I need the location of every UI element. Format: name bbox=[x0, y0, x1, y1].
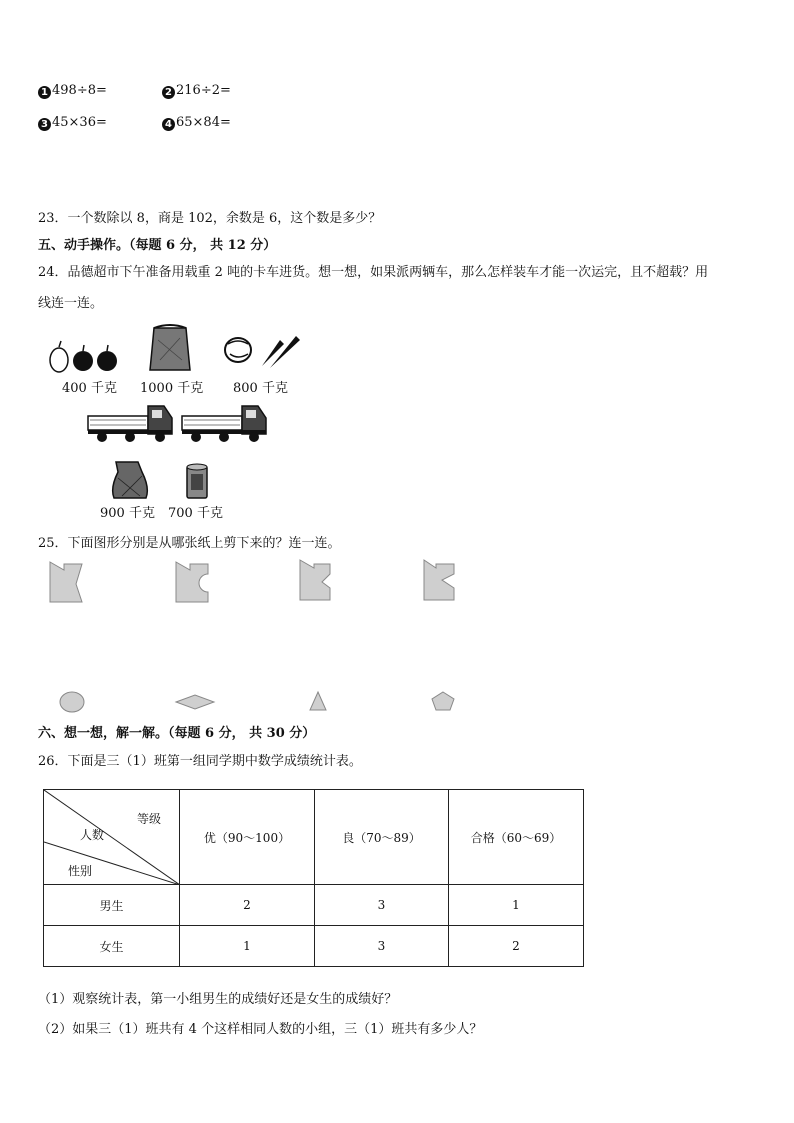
cut-paper-1-icon bbox=[48, 560, 84, 604]
circled-number: 2 bbox=[162, 86, 175, 99]
calc-1 bbox=[38, 83, 107, 99]
calc-expression: 45×36= bbox=[52, 115, 107, 130]
calc-expression: 216÷2= bbox=[176, 83, 231, 98]
calc-expression: 498÷8= bbox=[52, 83, 107, 98]
sack-icon bbox=[148, 320, 192, 372]
bag-icon bbox=[108, 458, 152, 500]
bag-weight: 900 千克 bbox=[100, 506, 155, 521]
table-header: 优（90～100） bbox=[180, 790, 315, 885]
calc-3 bbox=[38, 115, 107, 131]
fruit-icon bbox=[46, 338, 122, 374]
calc-2 bbox=[162, 83, 231, 99]
question-25: 25．下面图形分别是从哪张纸上剪下来的？连一连。 bbox=[38, 536, 341, 551]
circle-shape-icon bbox=[58, 690, 86, 714]
triangle-shape-icon bbox=[308, 690, 328, 712]
circled-number: 3 bbox=[38, 118, 51, 131]
pentagon-shape-icon bbox=[430, 690, 456, 712]
cut-paper-4-icon bbox=[422, 558, 458, 604]
rhombus-shape-icon bbox=[174, 693, 216, 711]
row-label: 女生 bbox=[44, 926, 180, 967]
table-row bbox=[44, 926, 584, 967]
cut-paper-2-icon bbox=[174, 560, 210, 604]
circled-number: 4 bbox=[162, 118, 175, 131]
circled-number: 1 bbox=[38, 86, 51, 99]
diagonal-lines bbox=[44, 790, 180, 885]
cut-paper-3-icon bbox=[298, 558, 334, 604]
question-24-line1: 24．品德超市下午准备用载重 2 吨的卡车进货。想一想，如果派两辆车，那么怎样装车才能一次运完，且不超载？用 bbox=[38, 265, 709, 280]
corner-count-label: 人数 bbox=[80, 828, 105, 842]
corner-gender-label: 性别 bbox=[68, 864, 93, 878]
fruit-weight: 400 千克 bbox=[62, 381, 117, 396]
table-header: 良（70～89） bbox=[315, 790, 449, 885]
section-5-heading: 五、动手操作。（每题 6 分， 共 12 分） bbox=[38, 238, 277, 253]
corner-grade-label: 等级 bbox=[137, 812, 162, 826]
calc-expression: 65×84= bbox=[176, 115, 231, 130]
sub-question-1: （1）观察统计表，第一小组男生的成绩好还是女生的成绩好？ bbox=[38, 992, 398, 1007]
vegetables-weight: 800 千克 bbox=[233, 381, 288, 396]
calc-4 bbox=[162, 115, 231, 131]
row-label: 男生 bbox=[44, 885, 180, 926]
can-icon bbox=[184, 462, 210, 500]
truck-icon bbox=[86, 402, 174, 444]
can-weight: 700 千克 bbox=[168, 506, 223, 521]
truck-icon bbox=[180, 402, 268, 444]
question-24-line2: 线连一连。 bbox=[38, 296, 104, 311]
sack-weight: 1000 千克 bbox=[140, 381, 204, 396]
table-cell: 1 bbox=[449, 885, 584, 926]
table-cell: 1 bbox=[180, 926, 315, 967]
table-cell: 3 bbox=[315, 885, 449, 926]
vegetables-icon bbox=[222, 332, 302, 370]
question-26: 26．下面是三（1）班第一组同学期中数学成绩统计表。 bbox=[38, 754, 362, 769]
table-corner-cell bbox=[44, 790, 180, 885]
table-cell: 2 bbox=[449, 926, 584, 967]
table-row bbox=[44, 885, 584, 926]
table-header: 合格（60～69） bbox=[449, 790, 584, 885]
score-table bbox=[43, 789, 584, 967]
table-header-row bbox=[44, 790, 584, 885]
section-6-heading: 六、想一想，解一解。（每题 6 分， 共 30 分） bbox=[38, 726, 316, 741]
question-23: 23．一个数除以 8，商是 102，余数是 6，这个数是多少？ bbox=[38, 211, 382, 226]
table-cell: 2 bbox=[180, 885, 315, 926]
table-cell: 3 bbox=[315, 926, 449, 967]
sub-question-2: （2）如果三（1）班共有 4 个这样相同人数的小组，三（1）班共有多少人？ bbox=[38, 1022, 483, 1037]
